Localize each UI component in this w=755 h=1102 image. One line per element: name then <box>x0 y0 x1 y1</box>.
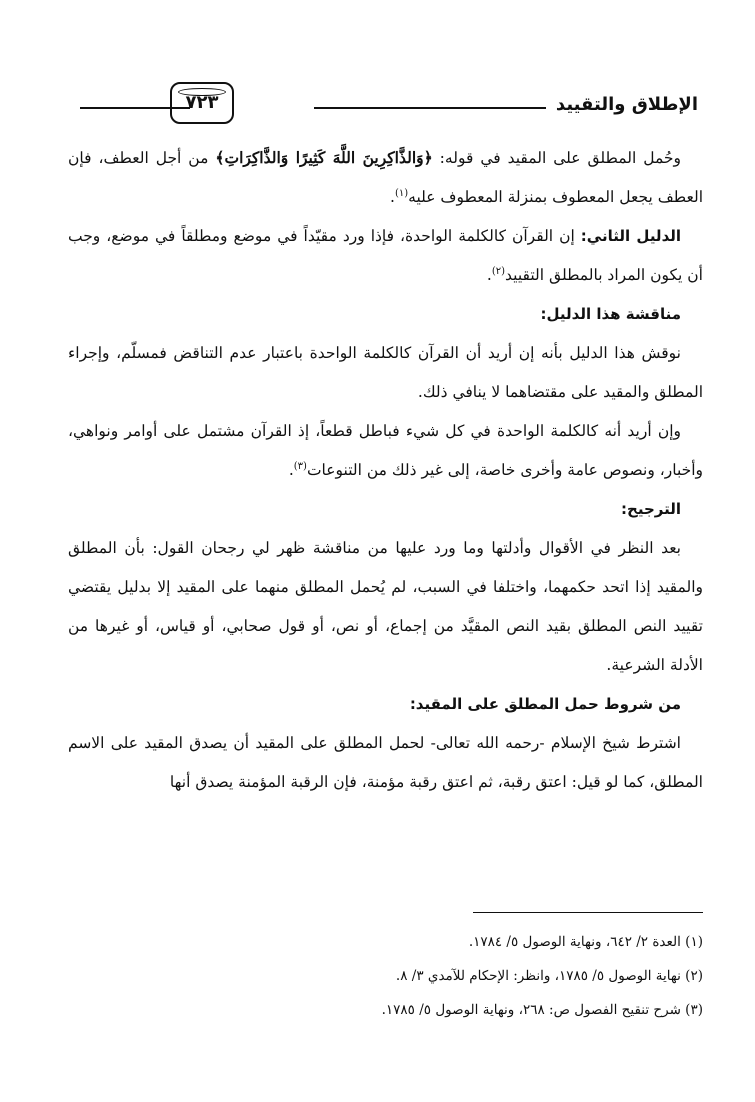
paragraph-5: بعد النظر في الأقوال وأدلتها وما ورد عليها من مناقشة ظهر لي رجحان القول: بأن المطلق والمقيد إذا اتحد حكمهما، واختلفا في السبب، لم يُحمل المطلق منهما على المقيد إلا بدليل يقتضي تقييد النص المطلق بقيد النص المقيَّد من إجماع، أو نص، أو قول صحابي، أو قياس، أو غيرها من الأدلة الشرعية. <box>68 539 703 674</box>
p1-rest: من أجل العطف، فإن العطف يجعل المعطوف بمنزلة المعطوف عليه <box>68 149 703 206</box>
p2-end: . <box>486 266 492 284</box>
footnote-ref-3: (٣) <box>293 460 307 472</box>
footnote-ref-1: (١) <box>394 187 409 199</box>
paragraph-4 <box>68 412 703 490</box>
header-rule-right <box>314 107 546 109</box>
page-header <box>70 80 698 124</box>
page-number: ٧٢٣ <box>170 82 234 124</box>
heading-conditions: من شروط حمل المطلق على المقيد: <box>409 695 681 713</box>
paragraph-1 <box>68 138 703 217</box>
main-text <box>68 138 703 802</box>
quran-verse: ﴿وَالذَّاكِرِينَ اللَّهَ كَثِيرًا وَالذَّاكِرَاتِ﴾ <box>215 148 433 167</box>
heading-discussion: مناقشة هذا الدليل: <box>540 305 681 323</box>
p1-end: . <box>390 188 395 206</box>
footnote-3: (٣) شرح تنقيح الفصول ص: ٢٦٨، ونهاية الوصول ٥/ ١٧٨٥. <box>381 1002 703 1018</box>
p2-text: إن القرآن كالكلمة الواحدة، فإذا ورد مقيّداً في موضع ومطلقاً في موضع، وجب أن يكون المراد بالمطلق التقييد <box>68 227 703 284</box>
header-rule-left <box>80 107 190 109</box>
footnote-ref-2: (٢) <box>491 265 506 277</box>
heading-preference: الترجيح: <box>621 500 681 518</box>
paragraph-3: نوقش هذا الدليل بأنه إن أريد أن القرآن كالكلمة الواحدة باعتبار عدم التناقض فمسلّم، وإجراء المطلق والمقيد على مقتضاهما لا ينافي ذلك. <box>68 344 703 401</box>
footnotes <box>83 925 703 1027</box>
footnote-separator <box>473 912 703 913</box>
footnote-1: (١) العدة ٢/ ٦٤٢، ونهاية الوصول ٥/ ١٧٨٤. <box>468 934 703 950</box>
running-title: الإطلاق والتقييد <box>555 94 698 115</box>
p4-text: وإن أريد أنه كالكلمة الواحدة في كل شيء فباطل قطعاً، إذ القرآن مشتمل على أوامر ونواهي، وأخبار، ونصوص عامة وأخرى خاصة، إلى غير ذلك من التنوعات <box>68 422 703 479</box>
p4-end: . <box>288 461 294 479</box>
paragraph-6: اشترط شيخ الإسلام -رحمه الله تعالى- لحمل المطلق على المقيد أن يصدق المقيد على الاسم المطلق، كما لو قيل: اعتق رقبة، ثم اعتق رقبة مؤمنة، فإن الرقبة المؤمنة يصدق أنها <box>68 734 703 791</box>
footnote-2: (٢) نهاية الوصول ٥/ ١٧٨٥، وانظر: الإحكام للآمدي ٣/ ٨. <box>395 968 703 984</box>
second-proof-label: الدليل الثاني: <box>580 227 682 245</box>
paragraph-2 <box>68 217 703 295</box>
p1-lead: وحُمل المطلق على المقيد في قوله: <box>432 149 681 167</box>
